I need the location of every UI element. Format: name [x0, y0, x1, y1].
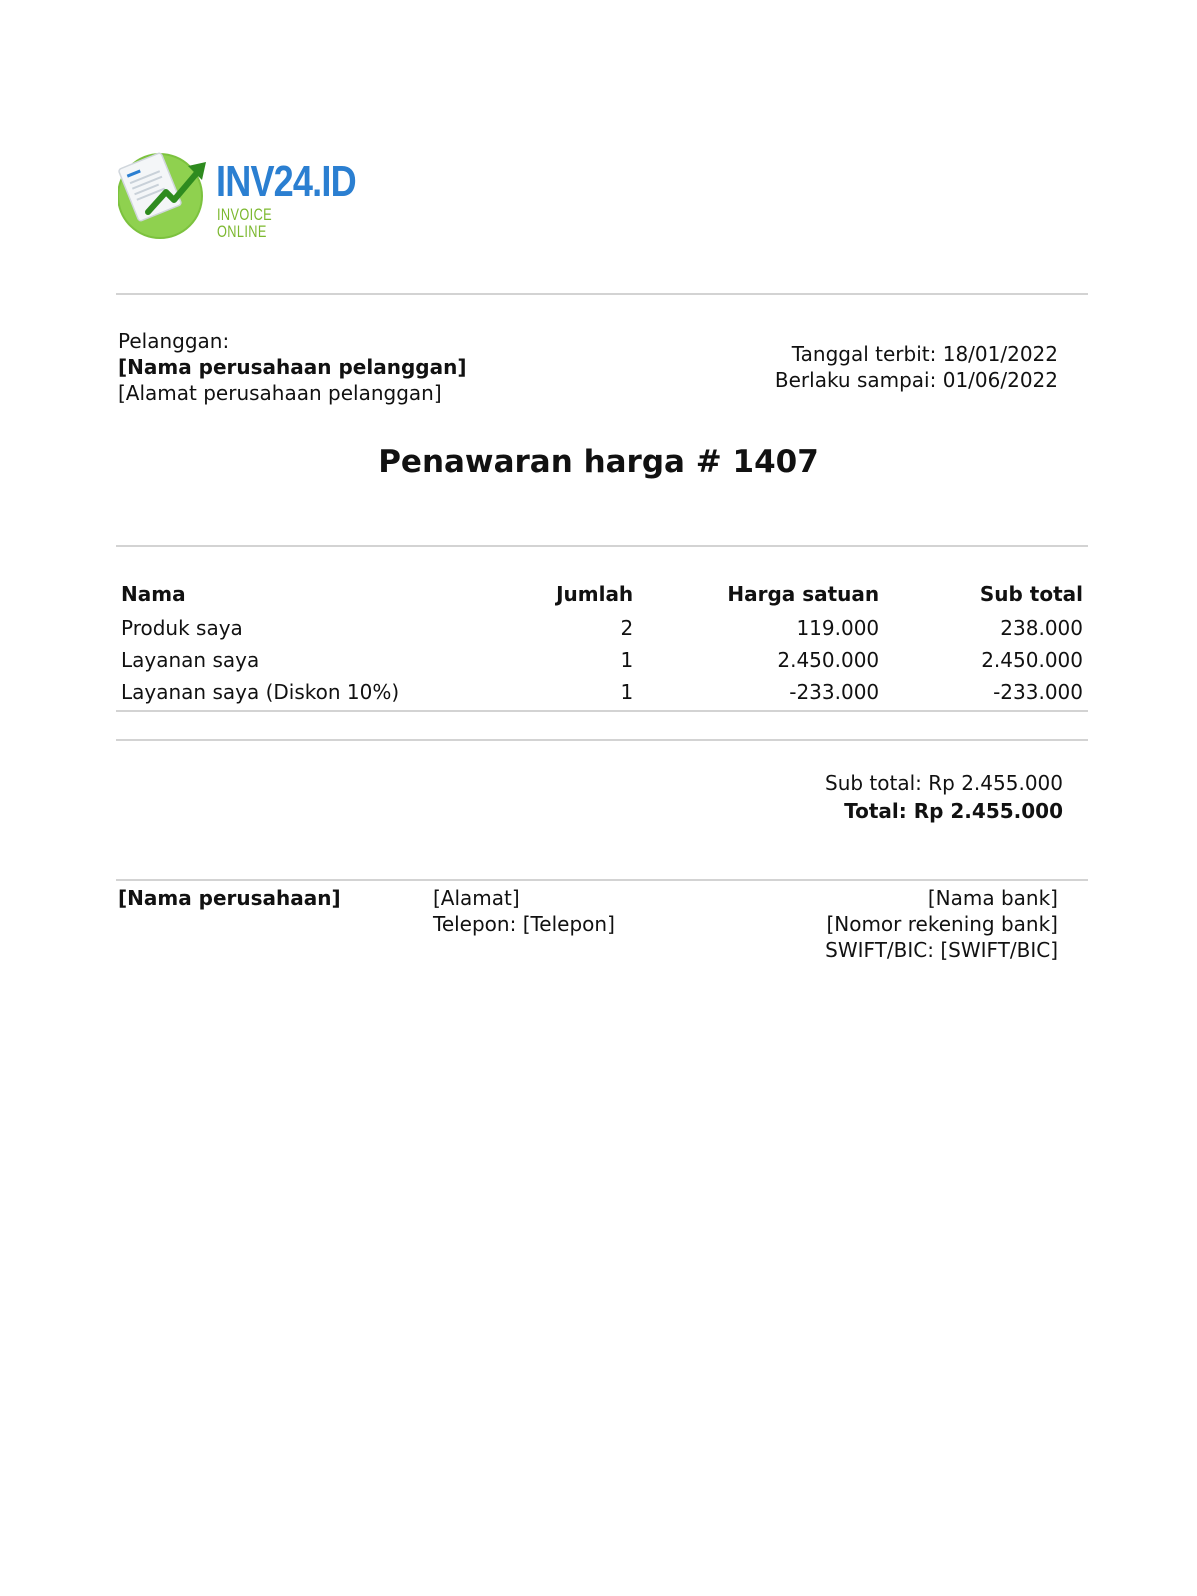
item-unit-price: 119.000	[796, 616, 880, 640]
brand-name: INV24.ID	[216, 157, 356, 206]
total-amount: Total: Rp 2.455.000	[844, 799, 1063, 823]
divider	[116, 879, 1088, 881]
item-unit-price: -233.000	[789, 680, 880, 704]
footer-bank-name: [Nama bank]	[927, 886, 1058, 910]
item-quantity: 2	[620, 616, 634, 640]
totals-block	[825, 769, 1063, 825]
item-name: Produk saya	[121, 616, 243, 640]
item-name: Layanan saya	[121, 648, 260, 672]
footer-swift: SWIFT/BIC: [SWIFT/BIC]	[825, 938, 1058, 962]
customer-label: Pelanggan:	[118, 329, 230, 353]
table-row	[116, 676, 1088, 708]
issue-date: Tanggal terbit: 18/01/2022	[791, 342, 1058, 366]
table-row	[116, 644, 1088, 676]
item-unit-price: 2.450.000	[777, 648, 880, 672]
divider	[116, 293, 1088, 295]
column-header-quantity: Jumlah	[556, 582, 634, 606]
divider	[116, 545, 1088, 547]
item-subtotal: 2.450.000	[981, 648, 1083, 672]
table-header-row	[116, 576, 1088, 612]
footer-address: [Alamat]	[433, 886, 520, 910]
item-subtotal: -233.000	[993, 680, 1083, 704]
item-name: Layanan saya (Diskon 10%)	[121, 680, 400, 704]
divider	[116, 739, 1088, 741]
brand-tagline: INVOICE ONLINE	[217, 205, 273, 241]
column-header-unit-price: Harga satuan	[727, 582, 880, 606]
brand-logo	[118, 148, 358, 240]
footer-bank-account: [Nomor rekening bank]	[826, 912, 1058, 936]
subtotal-amount: Sub total: Rp 2.455.000	[825, 771, 1063, 795]
customer-block	[118, 328, 466, 406]
dates-block	[775, 341, 1058, 393]
footer-contact	[433, 885, 615, 937]
customer-address: [Alamat perusahaan pelanggan]	[118, 381, 442, 405]
invoice-chart-icon	[118, 148, 214, 240]
document-title: Penawaran harga # 1407	[378, 444, 819, 480]
valid-until-date: Berlaku sampai: 01/06/2022	[774, 368, 1058, 392]
item-quantity: 1	[620, 680, 634, 704]
footer-company-name: [Nama perusahaan]	[118, 886, 341, 910]
item-quantity: 1	[620, 648, 634, 672]
column-header-subtotal: Sub total	[979, 582, 1083, 606]
item-subtotal: 238.000	[1000, 616, 1083, 640]
divider	[116, 710, 1088, 712]
column-header-name: Nama	[121, 582, 186, 606]
footer-bank	[825, 885, 1058, 963]
customer-name: [Nama perusahaan pelanggan]	[118, 355, 467, 379]
footer-phone: Telepon: [Telepon]	[433, 912, 615, 936]
items-table	[116, 576, 1088, 708]
table-row	[116, 612, 1088, 644]
